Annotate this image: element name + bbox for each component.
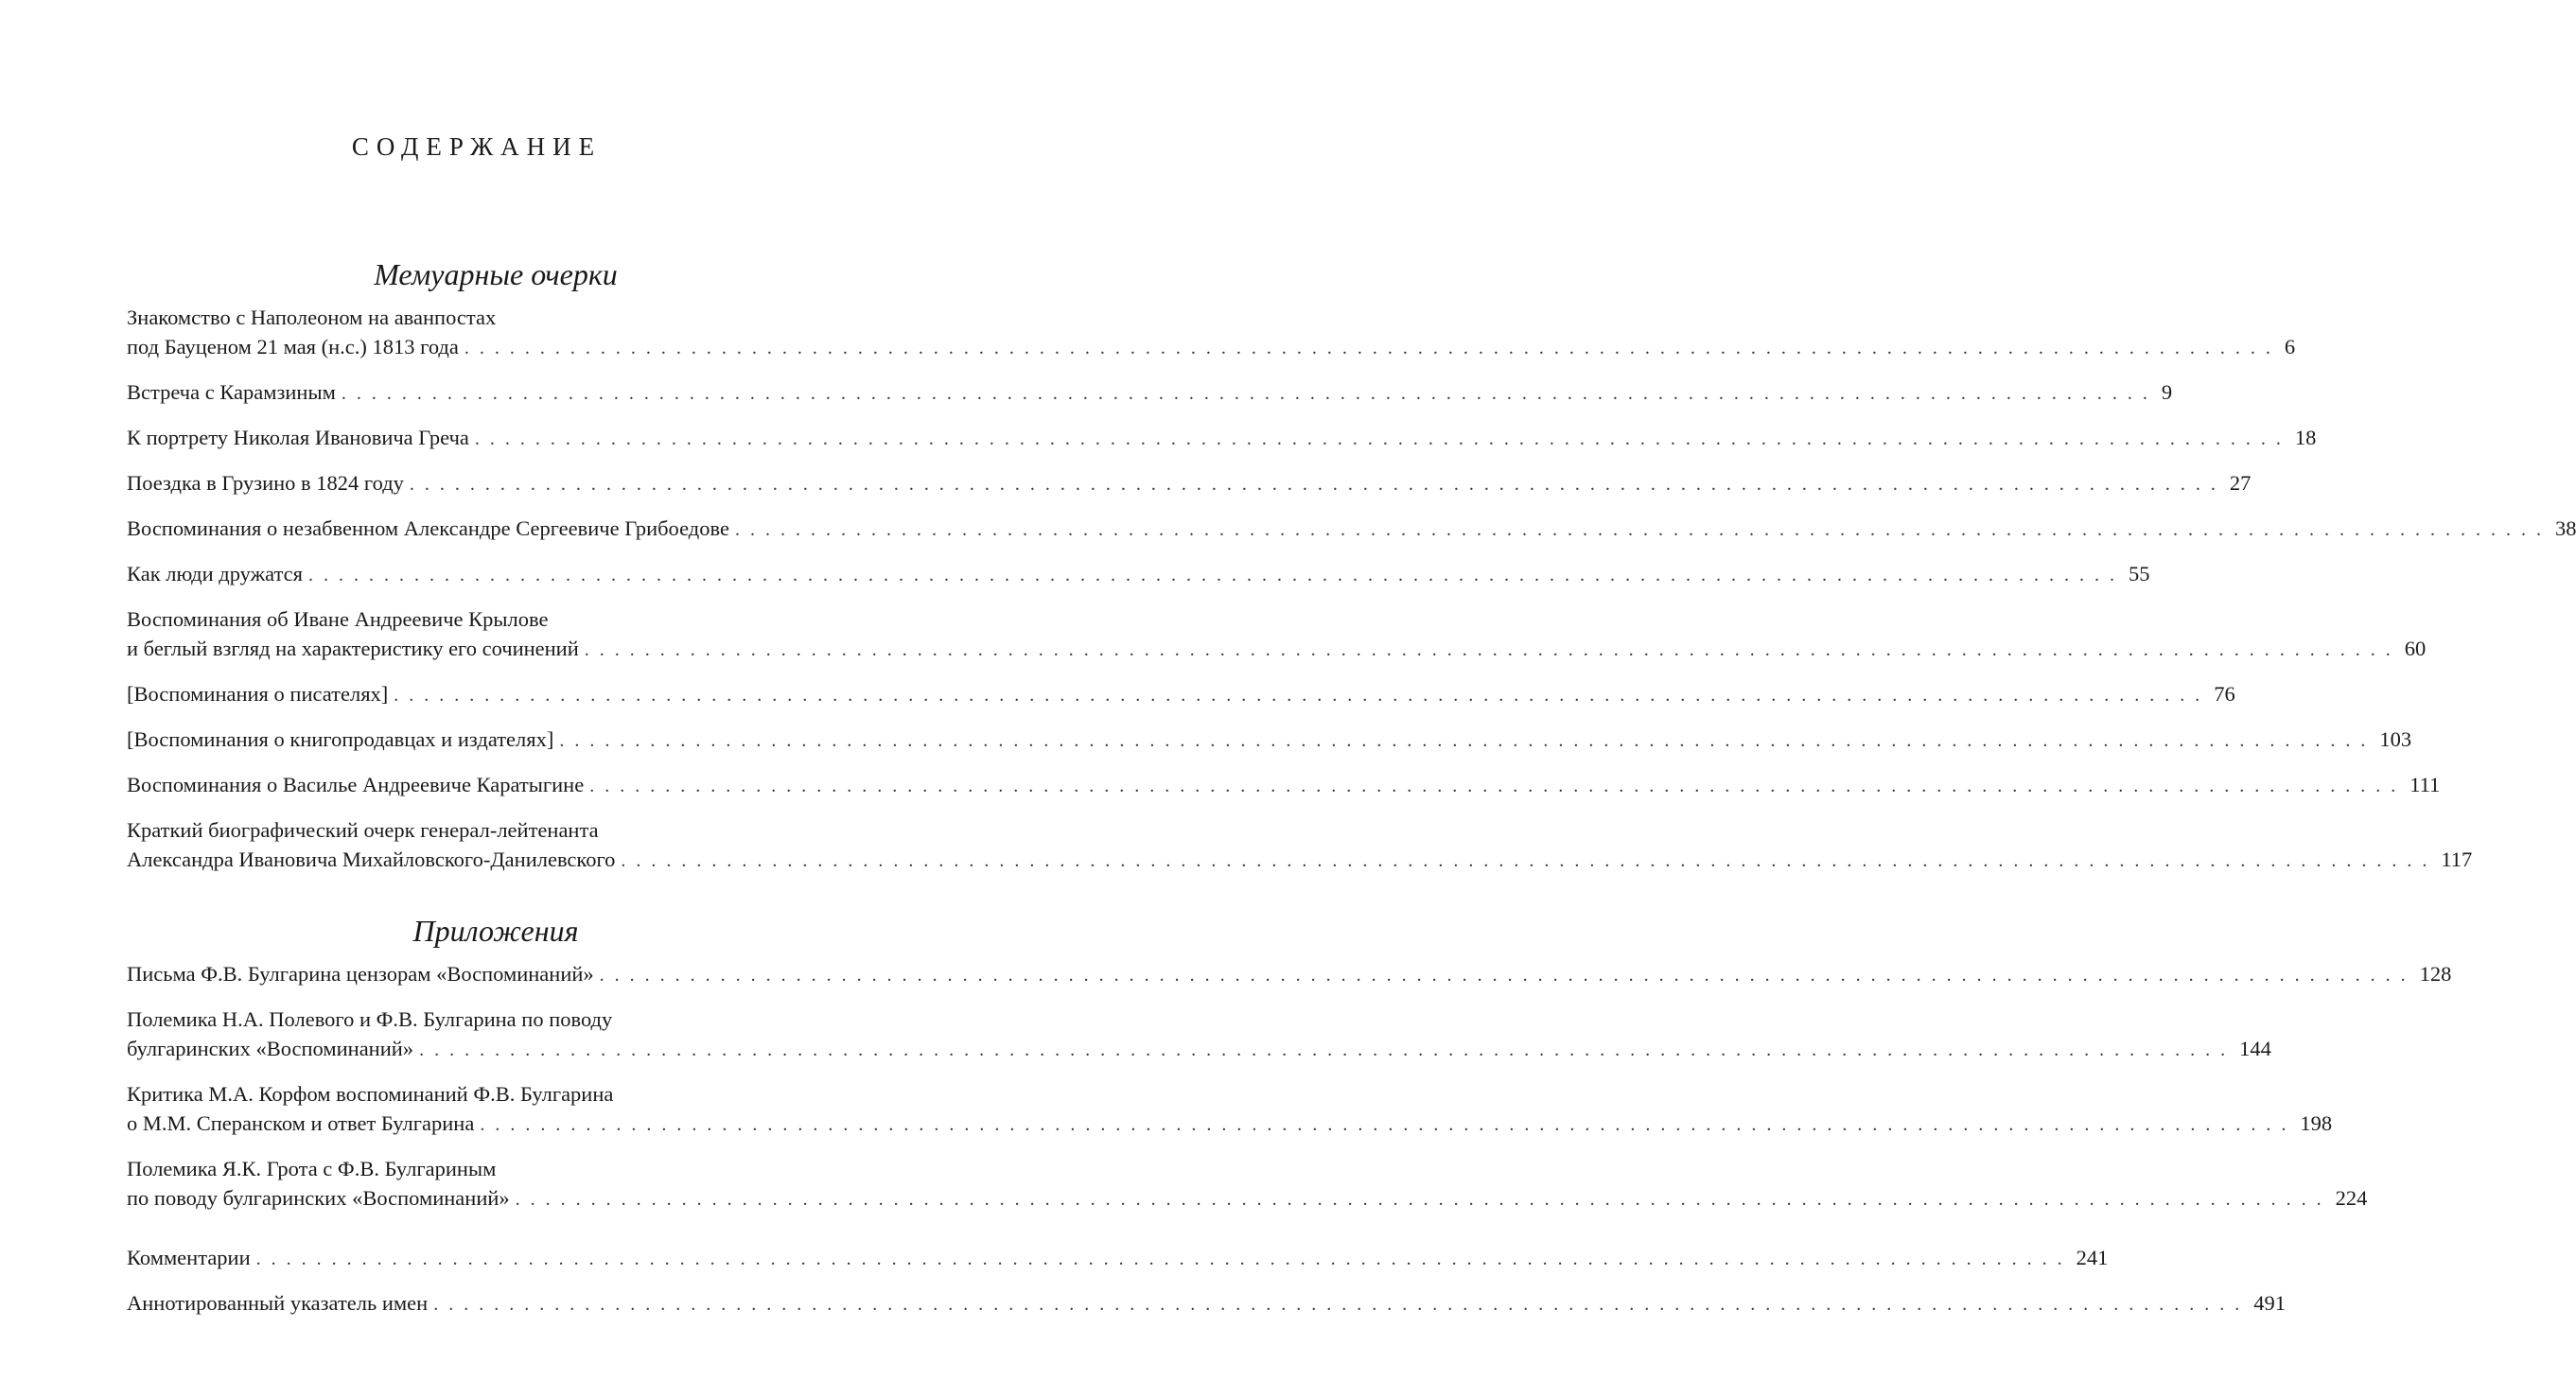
dot-leader: ........................................................................................................................ <box>394 685 2211 706</box>
entry-page-number: 55 <box>2129 562 2150 585</box>
entry-title-line: Воспоминания о Василье Андреевиче Каратыгине <box>127 773 585 796</box>
entry-page-number: 111 <box>2410 773 2441 796</box>
dot-leader: ........................................................................................................................ <box>308 565 2126 585</box>
entry-page-number: 198 <box>2300 1111 2333 1135</box>
entry-page-number: 60 <box>2404 637 2427 660</box>
entry-page-number: 9 <box>2161 380 2173 404</box>
entry-title-line: Как люди дружатся <box>127 562 304 585</box>
entry-page-number: 144 <box>2239 1037 2271 1060</box>
entry-title-line: Письма Ф.В. Булгарина цензорам «Воспоминаний» <box>127 962 594 986</box>
entry-page-number: 224 <box>2335 1186 2368 1210</box>
spacer <box>127 1215 865 1243</box>
toc-entry[interactable] <box>127 468 2252 499</box>
dot-leader: ........................................................................................................................ <box>584 639 2401 660</box>
section-heading-appendices: Приложения <box>412 914 579 948</box>
entry-title-line: Поездка в Грузино в 1824 году <box>127 471 404 495</box>
entry-page-number: 18 <box>2294 426 2317 449</box>
entry-title-line: Критика М.А. Корфом воспоминаний Ф.В. Булгарина <box>127 1082 614 1106</box>
entry-title-line: Полемика Я.К. Грота с Ф.В. Булгариным <box>127 1157 497 1180</box>
toc-entry[interactable] <box>127 1243 2109 1274</box>
entry-page-number: 103 <box>2379 727 2412 751</box>
entry-page-number: 117 <box>2441 848 2473 871</box>
dot-leader: ........................................................................................................................ <box>621 850 2438 871</box>
entry-page-number: 241 <box>2076 1246 2109 1269</box>
toc-entry[interactable] <box>127 1288 2286 1319</box>
entry-title-line: Воспоминания о незабвенном Александре Сергеевиче Грибоедове <box>127 516 729 540</box>
entry-title-line: [Воспоминания о писателях] <box>127 682 389 706</box>
entry-page-number: 128 <box>2419 962 2452 986</box>
dot-leader: ........................................................................................................................ <box>255 1249 2073 1269</box>
entry-title-line: по поводу булгаринских «Воспоминаний» <box>127 1186 510 1210</box>
toc-entry[interactable] <box>127 604 2427 665</box>
toc-entry[interactable] <box>127 514 2576 545</box>
dot-leader: ........................................................................................................................ <box>474 428 2291 449</box>
toc-entry[interactable] <box>127 815 2473 876</box>
entry-title-line: Полемика Н.А. Полевого и Ф.В. Булгарина по поводу <box>127 1007 613 1031</box>
entry-title-line: о М.М. Сперанском и ответ Булгарина <box>127 1111 475 1135</box>
toc-entry[interactable] <box>127 679 2235 710</box>
entry-title-line: Краткий биографический очерк генерал-лейтенанта <box>127 818 599 842</box>
toc-entry[interactable] <box>127 725 2412 756</box>
entry-title-line: К портрету Николая Ивановича Греча <box>127 426 469 449</box>
toc-entry[interactable] <box>127 423 2317 454</box>
dot-leader: ........................................................................................................................ <box>734 519 2551 540</box>
entry-title-line: Воспоминания об Иване Андреевиче Крылове <box>127 607 549 631</box>
toc-entry[interactable] <box>127 770 2441 801</box>
entry-page-number: 76 <box>2214 682 2235 706</box>
toc-body <box>127 253 2576 1319</box>
entry-title-line: Аннотированный указатель имен <box>127 1291 429 1315</box>
entry-page-number: 6 <box>2284 335 2296 358</box>
entry-title-line: Знакомство с Наполеоном на аванпостах <box>127 306 497 329</box>
toc-entry[interactable] <box>127 959 2452 990</box>
dot-leader: ........................................................................................................................ <box>480 1114 2297 1135</box>
entry-title-line: под Бауценом 21 мая (н.с.) 1813 года <box>127 335 459 358</box>
section-heading-memoirs: Мемуарные очерки <box>374 257 618 291</box>
dot-leader: ........................................................................................................................ <box>515 1189 2332 1210</box>
dot-leader: ........................................................................................................................ <box>599 965 2416 986</box>
entry-page-number: 38 <box>2554 516 2576 540</box>
entry-title-line: Комментарии <box>127 1246 251 1269</box>
toc-entry[interactable] <box>127 1005 2271 1065</box>
entry-title-line: [Воспоминания о книгопродавцах и издателях] <box>127 727 554 751</box>
dot-leader: ........................................................................................................................ <box>341 383 2158 404</box>
dot-leader: ........................................................................................................................ <box>419 1040 2236 1060</box>
entry-title-line: и беглый взгляд на характеристику его сочинений <box>127 637 579 660</box>
entry-page-number: 491 <box>2253 1291 2286 1315</box>
entry-title-line: Встреча с Карамзиным <box>127 380 336 404</box>
toc-entry[interactable] <box>127 559 2150 590</box>
dot-leader: ........................................................................................................................ <box>559 730 2376 751</box>
entry-title-line: булгаринских «Воспоминаний» <box>127 1037 414 1060</box>
dot-leader: ........................................................................................................................ <box>464 338 2281 358</box>
toc-entry[interactable] <box>127 303 2296 363</box>
entry-title-line: Александра Ивановича Михайловского-Данилевского <box>127 848 616 871</box>
page-title: СОДЕРЖАНИЕ <box>351 132 603 161</box>
entry-page-number: 27 <box>2229 471 2252 495</box>
toc-entry[interactable] <box>127 1154 2368 1215</box>
dot-leader: ........................................................................................................................ <box>409 474 2226 495</box>
toc-entry[interactable] <box>127 1079 2333 1140</box>
toc-entry[interactable] <box>127 377 2173 409</box>
dot-leader: ........................................................................................................................ <box>433 1294 2251 1315</box>
dot-leader: ........................................................................................................................ <box>589 776 2407 796</box>
